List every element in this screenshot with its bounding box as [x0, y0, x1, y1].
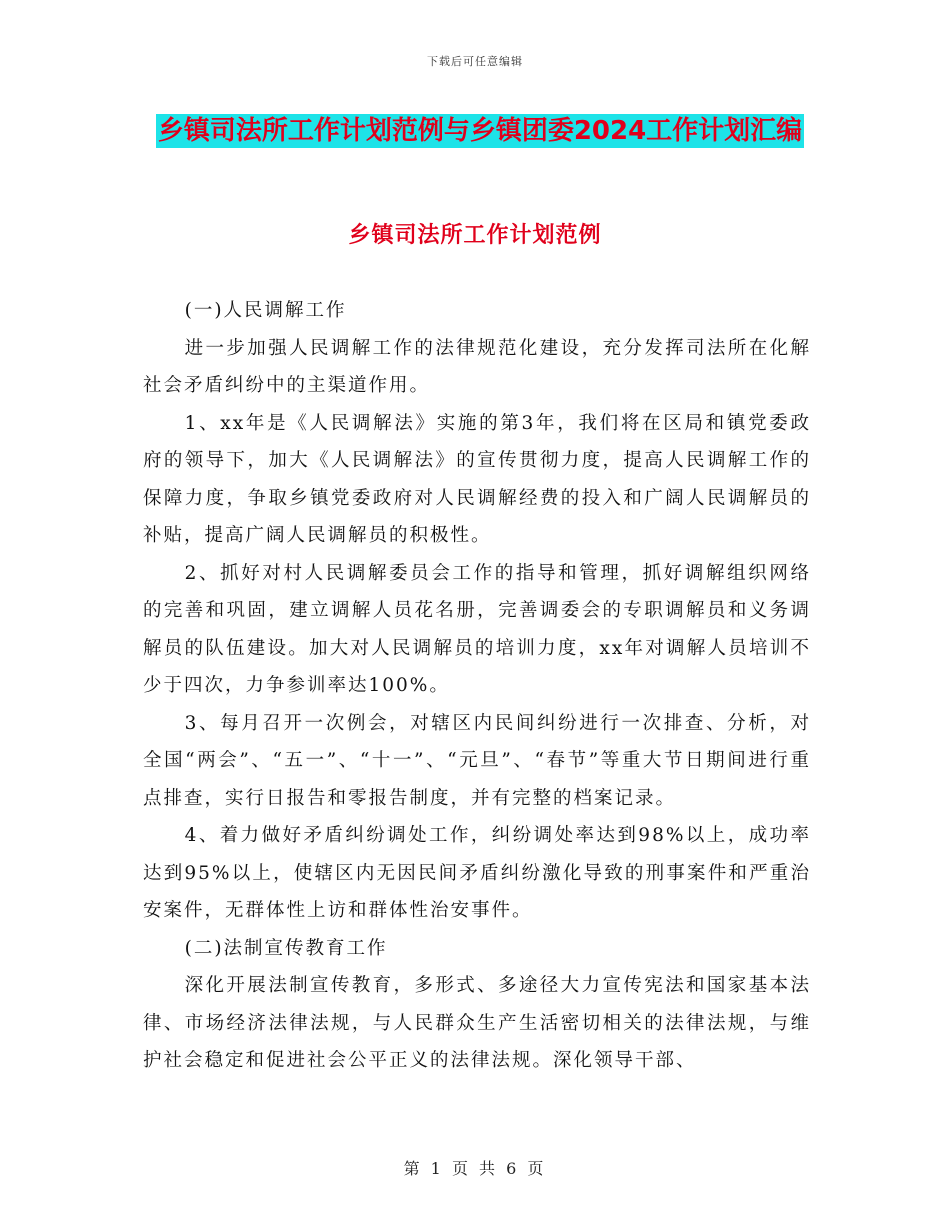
page-number: 第 1 页 共 6 页: [403, 1159, 547, 1178]
paragraph: 3、每月召开一次例会，对辖区内民间纠纷进行一次排查、分析，对全国“两会”、“五一”、“十一”、“元旦”、“春节”等重大节日期间进行重点排查，实行日报告和零报告制度，并有完整的档案记录。: [143, 712, 811, 809]
document-title: [140, 108, 820, 154]
paragraph: 深化开展法制宣传教育，多形式、多途径大力宣传宪法和国家基本法律、市场经济法律法规，与人民群众生产生活密切相关的法律法规，与维护社会稳定和促进社会公平正义的法律法规。深化领导干部、: [143, 975, 811, 1071]
paragraph: (二)法制宣传教育工作: [184, 937, 388, 959]
paragraph: 2、抓好对村人民调解委员会工作的指导和管理，抓好调解组织网络的完善和巩固，建立调解人员花名册，完善调委会的专职调解员和义务调解员的队伍建设。加大对人民调解员的培训力度，xx年对调解人员培训不少于四次，力争参训率达100%。: [143, 562, 811, 696]
paragraph: 进一步加强人民调解工作的法律规范化建设，充分发挥司法所在化解社会矛盾纠纷中的主渠道作用。: [143, 337, 811, 396]
section-title: 乡镇司法所工作计划范例: [348, 223, 602, 248]
page-header-note: 下载后可任意编辑: [427, 55, 523, 68]
paragraph: (一)人民调解工作: [184, 300, 347, 321]
document-title-text: 乡镇司法所工作计划范例与乡镇团委2024工作计划汇编: [157, 116, 803, 146]
paragraph: 4、着力做好矛盾纠纷调处工作，纠纷调处率达到98%以上，成功率达到95%以上，使辖区内无因民间矛盾纠纷激化导致的刑事案件和严重治安案件，无群体性上访和群体性治安事件。: [143, 825, 811, 921]
document-body: [143, 292, 811, 1080]
paragraph: 1、xx年是《人民调解法》实施的第3年，我们将在区局和镇党委政府的领导下，加大《人民调解法》的宣传贯彻力度，提高人民调解工作的保障力度，争取乡镇党委政府对人民调解经费的投入和广阔人民调解员的补贴，提高广阔人民调解员的积极性。: [143, 412, 811, 546]
